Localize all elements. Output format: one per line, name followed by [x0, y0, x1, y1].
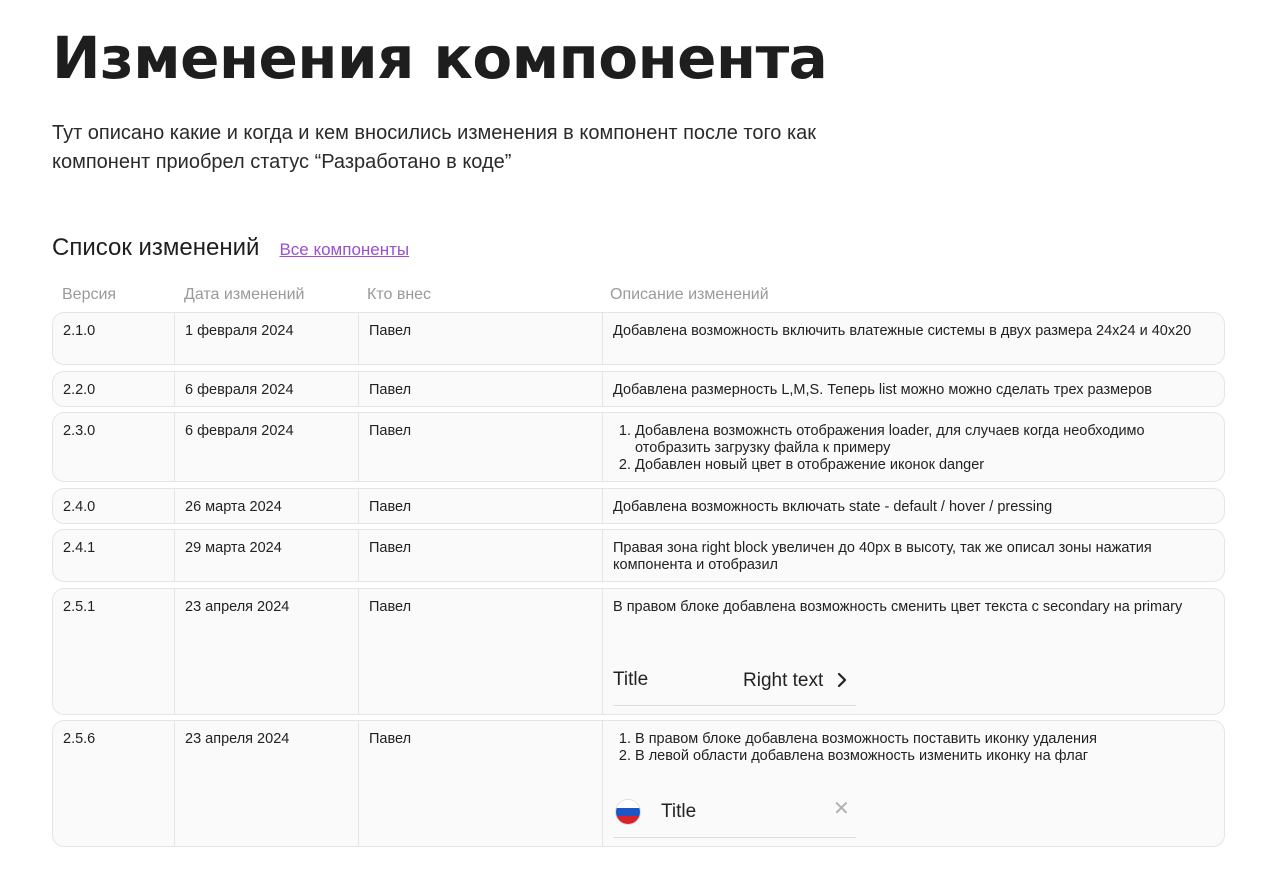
column-author: Кто внес [367, 286, 432, 303]
date-cell: 23 апреля 2024 [175, 721, 359, 846]
change-list [613, 423, 1206, 474]
version-cell: 2.4.1 [53, 530, 175, 581]
version-cell: 2.3.0 [53, 413, 175, 481]
page-title: Изменения компонента [52, 24, 828, 92]
table-row [52, 588, 1225, 715]
section-header [52, 234, 409, 266]
version-cell: 2.1.0 [53, 313, 175, 364]
version-cell: 2.5.6 [53, 721, 175, 846]
demo-right-block [743, 671, 851, 689]
author-cell: Павел [359, 489, 603, 523]
list-item: 2. Добавлен новый цвет в отображение иконок danger [635, 457, 1206, 474]
column-version: Версия [62, 286, 117, 303]
version-cell: 2.4.0 [53, 489, 175, 523]
list-item: 1. В правом блоке добавлена возможность поставить иконку удаления [635, 731, 1206, 748]
list-item-demo [613, 791, 856, 838]
section-title: Список изменений [52, 234, 260, 261]
table-row [52, 720, 1225, 847]
all-components-link[interactable]: Все компоненты [279, 240, 410, 259]
description-cell: Добавлена размерность L,M,S. Теперь list можно можно сделать трех размеров [613, 382, 1152, 398]
date-cell: 23 апреля 2024 [175, 589, 359, 714]
table-row [52, 312, 1225, 365]
list-item-demo [613, 659, 856, 706]
author-cell: Павел [359, 372, 603, 406]
column-description: Описание изменений [610, 286, 769, 303]
table-header [52, 286, 1225, 308]
date-cell: 29 марта 2024 [175, 530, 359, 581]
russia-flag-icon [615, 799, 641, 825]
date-cell: 6 февраля 2024 [175, 372, 359, 406]
demo-title: Title [613, 669, 649, 690]
date-cell: 6 февраля 2024 [175, 413, 359, 481]
author-cell: Павел [359, 589, 603, 714]
table-row [52, 488, 1225, 524]
author-cell: Павел [359, 413, 603, 481]
description-cell [603, 721, 1224, 846]
description-text: В правом блоке добавлена возможность сменить цвет текста с secondary на primary [613, 599, 1183, 615]
close-icon[interactable]: ✕ [833, 798, 850, 820]
column-date: Дата изменений [184, 286, 305, 303]
list-item: 2. В левой области добавлена возможность изменить иконку на флаг [635, 748, 1206, 765]
description-cell: Правая зона right block увеличен до 40px в высоту, так же описал зоны нажатия компонента и отобразил [613, 540, 1152, 573]
page-subtitle: Тут описано какие и когда и кем вносились изменения в компонент после того как компонент приобрел статус “Разработано в коде” [52, 122, 817, 173]
table-row [52, 529, 1225, 582]
demo-right-text: Right text [743, 669, 824, 691]
version-cell: 2.2.0 [53, 372, 175, 406]
description-cell [603, 589, 1224, 714]
table-row [52, 371, 1225, 407]
date-cell: 1 февраля 2024 [175, 313, 359, 364]
version-cell: 2.5.1 [53, 589, 175, 714]
author-cell: Павел [359, 530, 603, 581]
change-list [613, 731, 1206, 765]
demo-title: Title [661, 801, 697, 822]
description-cell: Добавлена возможность включить влатежные системы в двух размера 24х24 и 40х20 [613, 323, 1192, 339]
author-cell: Павел [359, 721, 603, 846]
description-cell: Добавлена возможность включать state - default / hover / pressing [613, 499, 1053, 515]
chevron-right-icon [833, 671, 851, 689]
table-row [52, 412, 1225, 482]
list-item: 1. Добавлена возможнсть отображения loader, для случаев когда необходимо отобразить загрузку файла к примеру [635, 423, 1206, 457]
date-cell: 26 марта 2024 [175, 489, 359, 523]
description-cell [603, 413, 1224, 481]
author-cell: Павел [359, 313, 603, 364]
